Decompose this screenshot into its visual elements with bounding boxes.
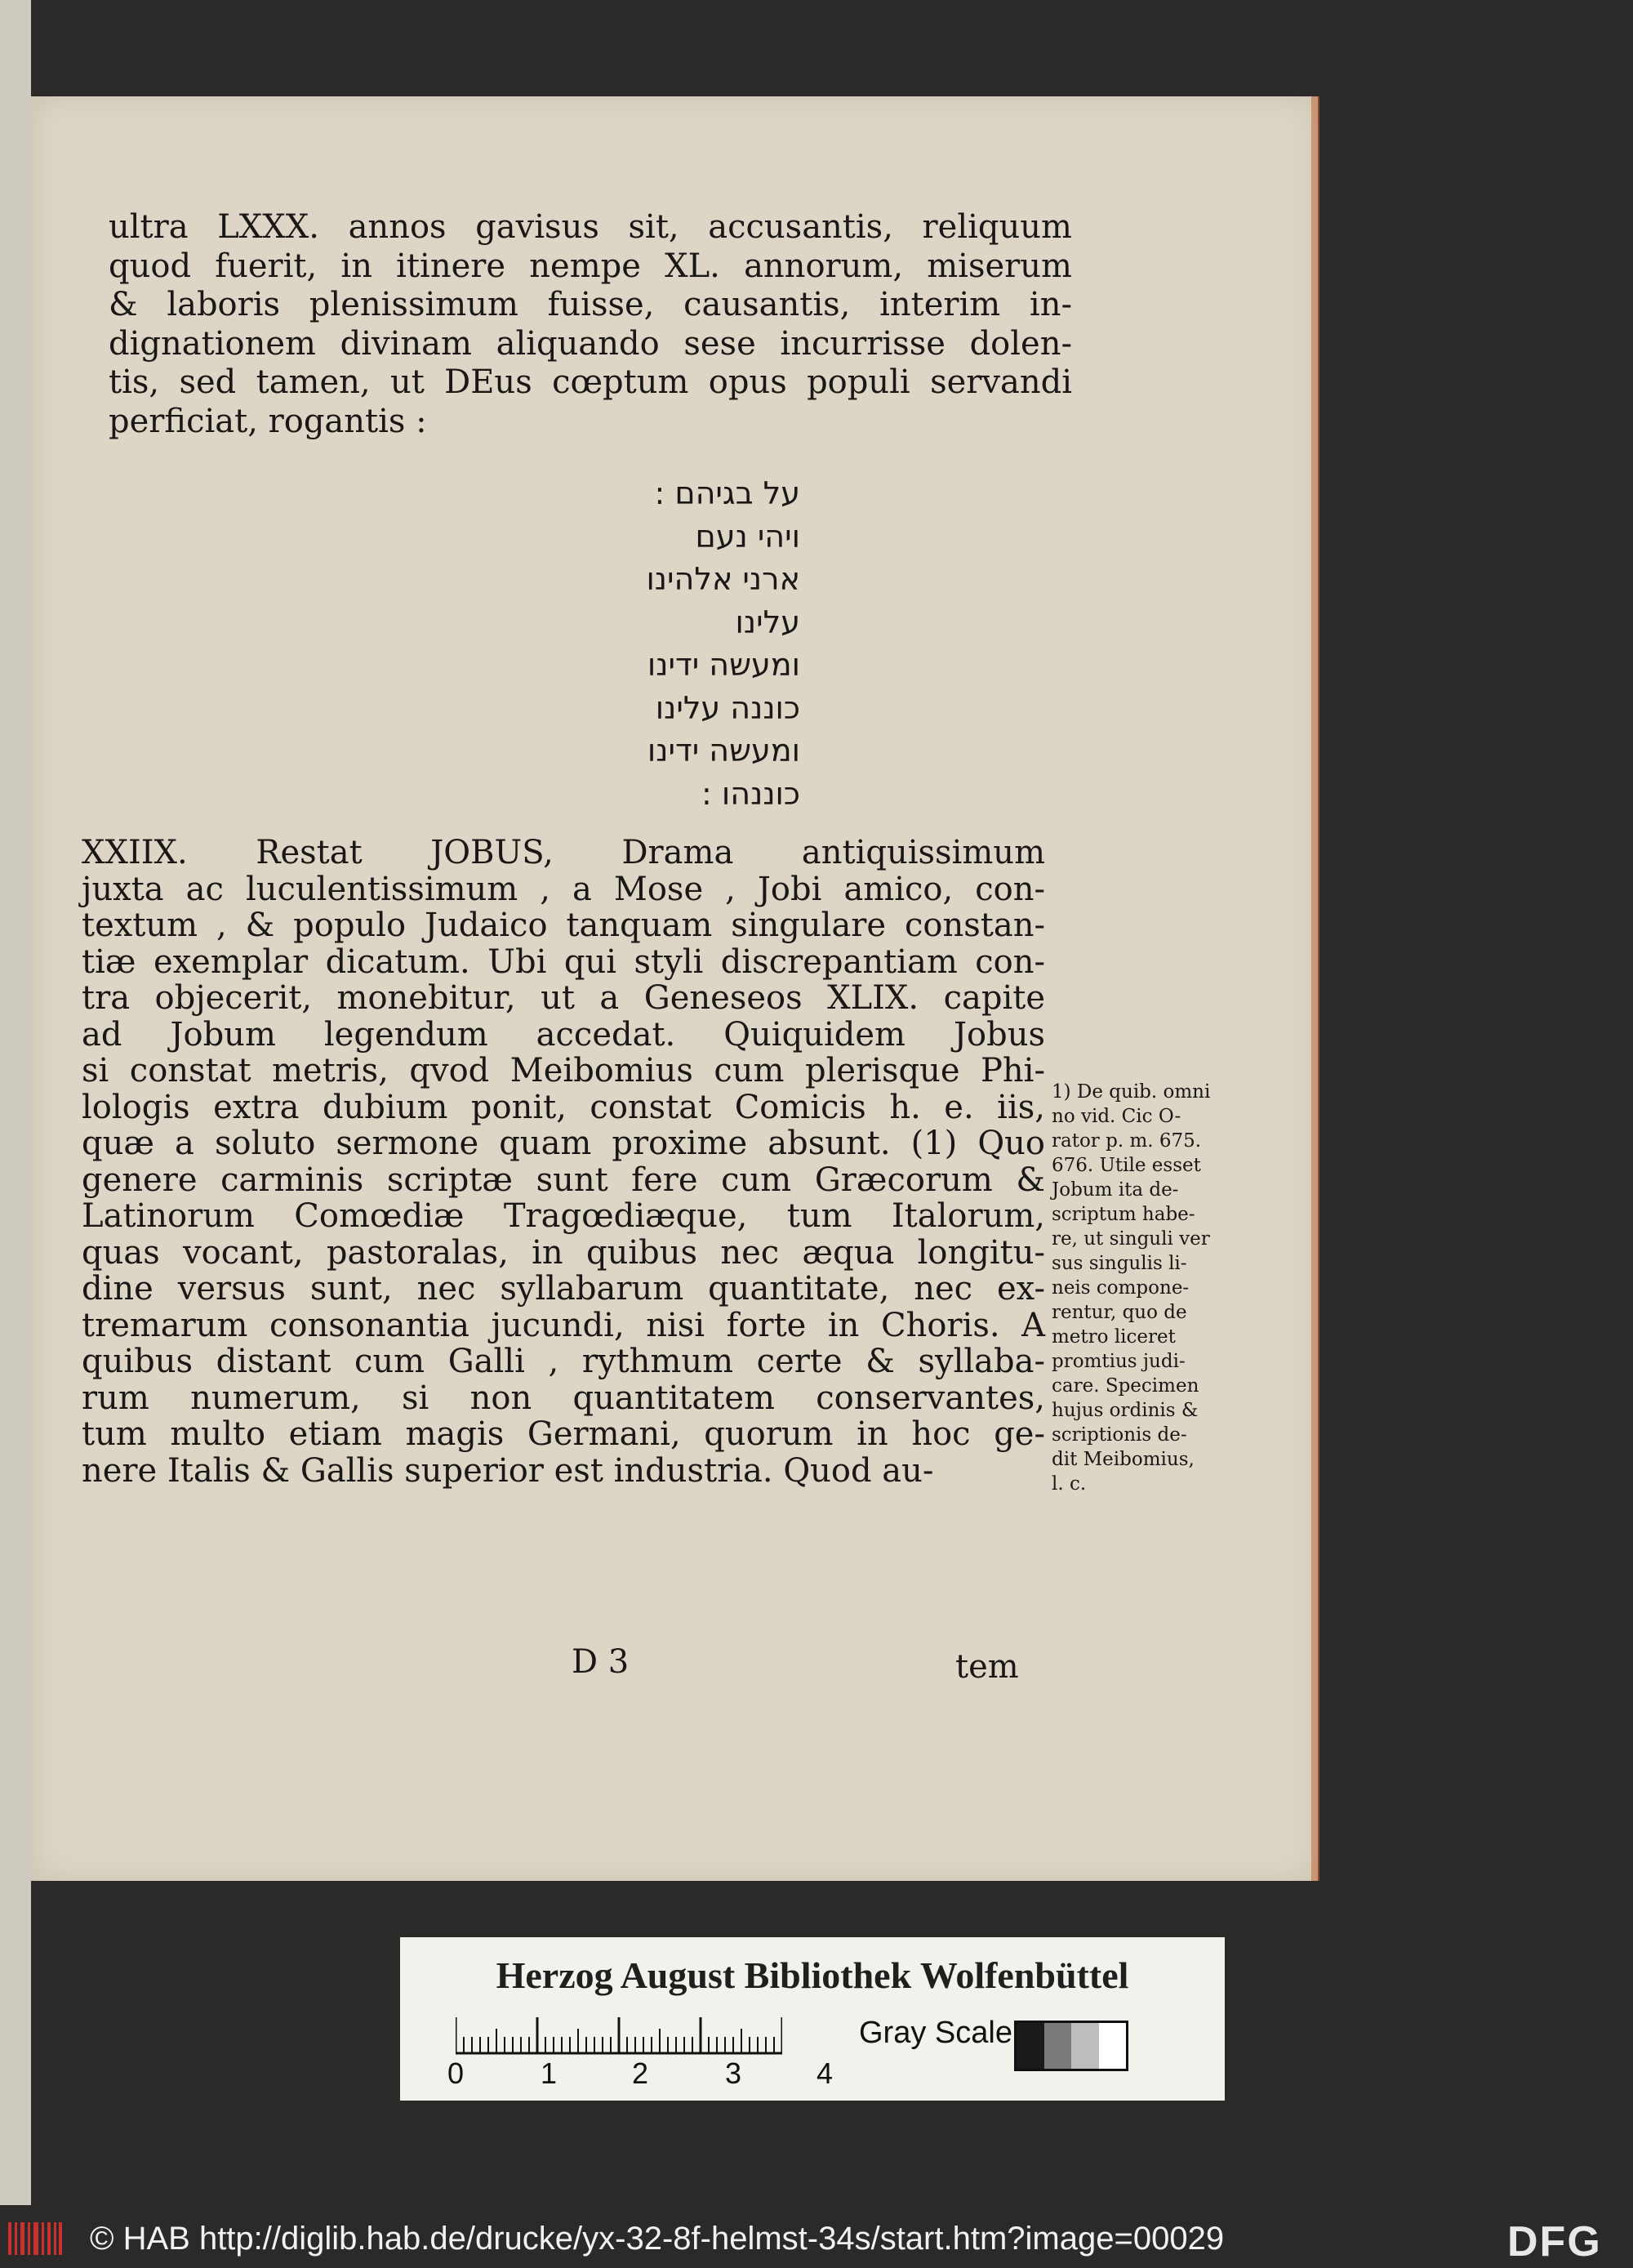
text-line: XXIIX. Restat JOBUS, Drama antiquissimum: [82, 834, 1045, 871]
hebrew-line: על בגיהם :: [654, 475, 800, 511]
note-line: Jobum ita de-: [1052, 1179, 1179, 1201]
hebrew-quotation: [506, 472, 800, 815]
note-line: hujus ordinis &: [1052, 1400, 1199, 1421]
note-line: metro liceret: [1052, 1326, 1176, 1348]
note-line: care. Specimen: [1052, 1375, 1199, 1397]
copyright-url[interactable]: © HAB http://diglib.hab.de/drucke/yx-32-8f-helmst-34s/start.htm?image=00029: [90, 2221, 1225, 2257]
text-line: juxta ac luculentissimum , a Mose , Jobi amico, con-: [82, 870, 1045, 908]
barcode-icon: [7, 2219, 64, 2258]
text-line: rum numerum, si non quantitatem conservantes,: [82, 1379, 1045, 1417]
text-line: lologis extra dubium ponit, constat Comicis h. e. iis,: [82, 1088, 1045, 1126]
hebrew-line: כוננה עלינו: [655, 689, 800, 726]
ruler-number: 0: [447, 2056, 465, 2090]
hebrew-line: ויהי נעם: [695, 518, 800, 555]
main-text-paragraph: [82, 835, 1045, 1489]
hebrew-line: עלינו: [735, 604, 800, 640]
hebrew-line: ארני אלהינו: [646, 561, 800, 597]
text-line: ultra LXXX. annos gavisus sit, accusantis, reliquum: [109, 208, 1072, 246]
library-name: Herzog August Bibliothek Wolfenbüttel: [496, 1954, 1129, 1996]
gray-swatch: [1099, 2023, 1127, 2069]
text-line: Latinorum Comœdiæ Tragœdiæque, tum Italorum,: [82, 1197, 1045, 1235]
margin-footnote: [1052, 1080, 1239, 1496]
note-line: rentur, quo de: [1052, 1302, 1187, 1323]
ruler-number: 3: [725, 2056, 742, 2090]
ruler-icon: [456, 2017, 782, 2055]
catchword: tem: [955, 1648, 1019, 1686]
main-text-top: [109, 208, 1072, 441]
text-line: tiæ exemplar dicatum. Ubi qui styli discrepantiam con-: [82, 942, 1045, 981]
note-line: rator p. m. 675.: [1052, 1130, 1202, 1152]
hebrew-line: כוננהו :: [701, 775, 800, 812]
text-line: dignationem divinam aliquando sese incurrisse dolen-: [109, 324, 1072, 363]
note-line: 1) De quib. omni: [1052, 1081, 1211, 1103]
text-line: quibus distant cum Galli , rythmum certe & syllaba-: [82, 1343, 1045, 1380]
gray-scale-label: Gray Scale: [859, 2016, 1012, 2050]
gray-swatch: [1071, 2023, 1099, 2069]
note-line: 676. Utile esset: [1052, 1155, 1201, 1176]
hebrew-line: ומעשה ידינו: [647, 733, 800, 769]
text-line: perficiat, rogantis :: [109, 402, 427, 440]
text-line: tum multo etiam magis Germani, quorum in hoc ge-: [82, 1415, 1045, 1453]
ruler-numbers: [447, 2056, 834, 2090]
gray-swatch: [1017, 2023, 1044, 2069]
note-line: l. c.: [1052, 1473, 1087, 1495]
text-line: dine versus sunt, nec syllabarum quantitate, nec ex-: [82, 1270, 1045, 1308]
text-line: quæ a soluto sermone quam proxime absunt. (1) Quo: [82, 1125, 1045, 1162]
note-line: re, ut singuli ver: [1052, 1228, 1210, 1250]
note-line: no vid. Cic O-: [1052, 1106, 1181, 1127]
ruler-number: 4: [816, 2056, 834, 2090]
text-line: & laboris plenissimum fuisse, causantis, interim in-: [109, 286, 1072, 323]
text-line: nere Italis & Gallis superior est industria. Quod au-: [82, 1451, 934, 1490]
text-line: tremarum consonantia jucundi, nisi forte in Choris. A: [82, 1306, 1045, 1344]
text-line: quas vocant, pastoralas, in quibus nec æqua longitu-: [82, 1233, 1045, 1272]
footer-bar: [0, 2209, 1633, 2268]
text-line: genere carminis scriptæ sunt fere cum Græcorum &: [82, 1161, 1045, 1199]
text-line: si constat metris, qvod Meibomius cum plerisque Phi-: [82, 1052, 1045, 1089]
note-line: promtius judi-: [1052, 1351, 1186, 1372]
gray-scale-swatches: [1014, 2021, 1128, 2071]
text-line: tra objecerit, monebitur, ut a Geneseos XLIX. capite: [82, 979, 1045, 1017]
gray-swatch: [1044, 2023, 1072, 2069]
ruler-number: 2: [632, 2056, 649, 2090]
note-line: dit Meibomius,: [1052, 1449, 1195, 1470]
note-line: neis compone-: [1052, 1277, 1190, 1299]
note-line: sus singulis li-: [1052, 1253, 1187, 1274]
dfg-logo: DFG: [1507, 2218, 1602, 2266]
library-color-card: [400, 1937, 1225, 2101]
text-line: ad Jobum legendum accedat. Quiquidem Jobus: [82, 1015, 1045, 1054]
hebrew-line: ומעשה ידינו: [647, 647, 800, 683]
ruler-number: 1: [541, 2056, 558, 2090]
adjacent-page-edge: [0, 0, 31, 2205]
page-red-edge: [1311, 96, 1319, 1881]
text-line: textum , & populo Judaico tanquam singulare constan-: [82, 907, 1045, 944]
note-line: scriptum habe-: [1052, 1204, 1195, 1225]
text-line: quod fuerit, in itinere nempe XL. annorum, miserum: [109, 247, 1072, 285]
note-line: scriptionis de-: [1052, 1424, 1187, 1446]
text-line: tis, sed tamen, ut DEus cœptum opus populi servandi: [109, 363, 1072, 401]
signature-mark: D 3: [572, 1643, 630, 1681]
